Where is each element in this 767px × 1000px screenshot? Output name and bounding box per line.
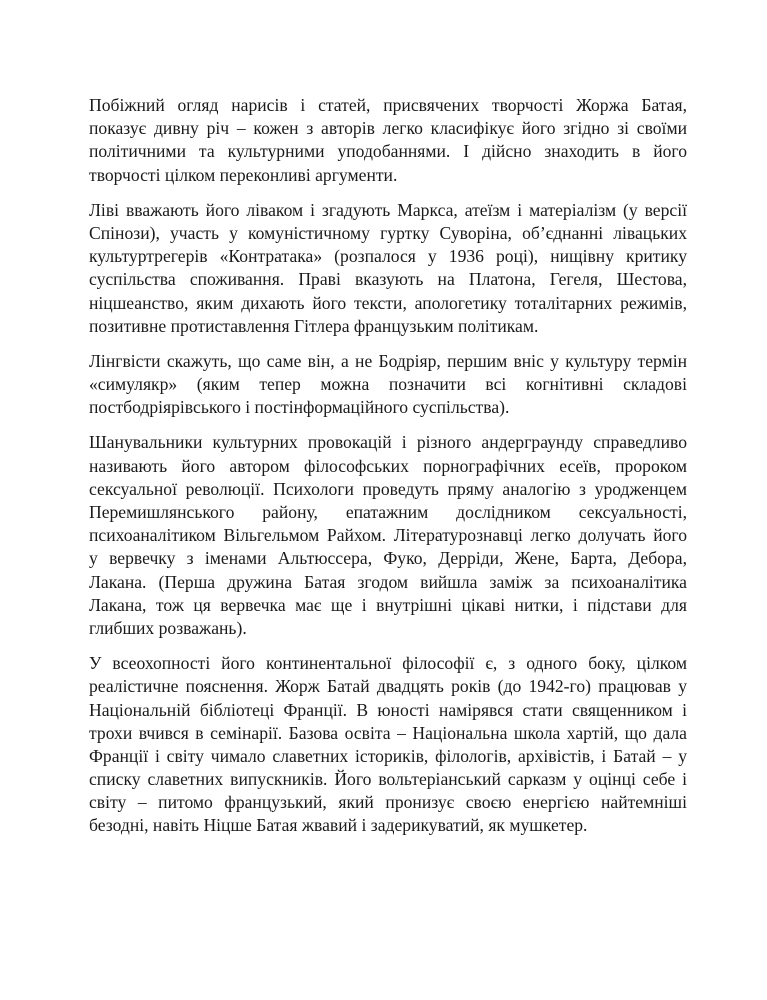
text-line: «симулякр» (яким тепер можна позначити всі когнітивні складові xyxy=(89,374,687,395)
text-line: Шанувальники культурних провокацій і різного андерграунду справедливо xyxy=(89,432,687,453)
document-page xyxy=(89,94,687,850)
paragraph xyxy=(89,350,687,420)
paragraph xyxy=(89,652,687,838)
text-line: Ліві вважають його ліваком і згадують Маркса, атеїзм і матеріалізм (у версії xyxy=(89,199,687,220)
text-line: показує дивну річ – кожен з авторів легко класифікує його згідно зі своїми xyxy=(89,118,687,139)
text-line: Лакана, тож ця вервечка має ще і внутрішні цікаві нитки, і підстави для xyxy=(89,594,687,615)
text-line: реалістичне пояснення. Жорж Батай двадцять років (до 1942-го) працював у xyxy=(89,676,687,697)
text-line: Побіжний огляд нарисів і статей, присвячених творчості Жоржа Батая, xyxy=(89,95,687,115)
text-line: Франції і світу чимало славетних істориків, філологів, архівістів, і Батай – у xyxy=(89,745,687,766)
paragraph xyxy=(89,94,687,187)
paragraph xyxy=(89,199,687,338)
text-line: безодні, навіть Ніцше Батая жвавий і задерикуватий, як мушкетер. xyxy=(89,815,588,836)
text-line: Перемишлянського району, епатажним дослідником сексуальності, xyxy=(89,502,687,522)
text-line: психоаналітиком Вільгельмом Райхом. Літературознавці легко долучать його xyxy=(89,525,687,546)
text-line: глибших розважань). xyxy=(89,617,247,638)
text-line: у вервечку з іменами Альтюссера, Фуко, Дерріди, Жене, Барта, Дебора, xyxy=(89,548,687,569)
text-line: позитивне протиставлення Гітлера французьким політикам. xyxy=(89,315,539,336)
text-line: трохи вчився в семінарії. Базова освіта – Національна школа хартій, що дала xyxy=(89,722,687,743)
text-line: списку славетних випускників. Його вольтеріанський сарказм у оцінці себе і xyxy=(89,769,687,790)
text-line: сексуальної революції. Психологи проведуть пряму аналогію з уродженцем xyxy=(89,478,687,499)
text-line: У всеохопності його континентальної філософії є, з одного боку, цілком xyxy=(89,653,687,674)
text-line: Лакана. (Перша дружина Батая згодом вийшла заміж за психоаналітика xyxy=(89,571,687,592)
text-line: Національній бібліотеці Франції. В юності намірявся стати священником і xyxy=(89,699,687,720)
paragraph xyxy=(89,431,687,640)
text-line: культуртрегерів «Контратака» (розпалося у 1936 році), нищівну критику xyxy=(89,246,687,267)
text-line: творчості цілком переконливі аргументи. xyxy=(89,164,398,185)
text-line: світу – питомо французький, який пронизує своєю енергією найтемніші xyxy=(89,792,687,813)
text-line: політичними та культурними уподобаннями. І дійсно знаходить в його xyxy=(89,141,687,162)
text-line: суспільства споживання. Праві вказують на Платона, Гегеля, Шестова, xyxy=(89,269,687,290)
text-line: ніцшеанство, яким дихають його тексти, апологетику тоталітарних режимів, xyxy=(89,292,687,313)
text-line: Лінгвісти скажуть, що саме він, а не Бодріяр, першим вніс у культуру термін xyxy=(89,350,687,371)
text-line: називають його автором філософських порнографічних есеїв, пророком xyxy=(89,455,687,476)
text-line: постбодріярівського і постінформаційного суспільства). xyxy=(89,397,510,418)
text-line: Спінози), участь у комуністичному гуртку Суворіна, об’єднанні лівацьких xyxy=(89,222,687,243)
